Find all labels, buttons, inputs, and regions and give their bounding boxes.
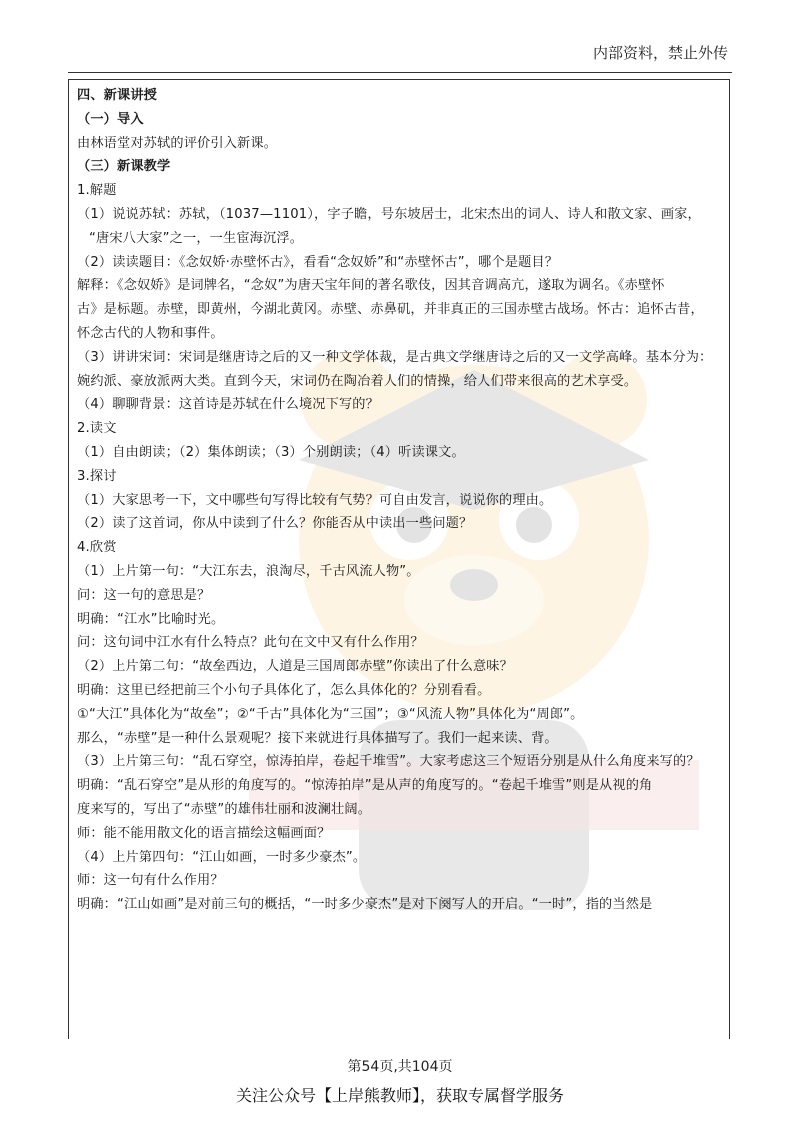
lesson-content-box bbox=[68, 79, 730, 1039]
text-line: （1）大家思考一下，文中哪些句写得比较有气势？可自由发言，说说你的理由。 bbox=[77, 492, 553, 508]
section-heading: 四、新课讲授 bbox=[77, 88, 158, 103]
text-line: （1）说说苏轼：苏轼，（1037—1101），字子瞻，号东坡居士，北宋杰出的词人、诗人和散文家、画家， bbox=[77, 206, 701, 222]
text-line: （2）读了这首词，你从中读到了什么？你能否从中读出一些问题？ bbox=[77, 516, 473, 532]
text-line: （2）读读题目：《念奴娇·赤壁怀古》，看看“念奴娇”和“赤壁怀古”，哪个是题目？ bbox=[77, 254, 559, 270]
header-rule bbox=[68, 72, 732, 73]
text-line: 明确：“江山如画”是对前三句的概括，“一时多少豪杰”是对下阕写人的开启。“一时”，指的当然是 bbox=[77, 897, 653, 913]
lesson-text bbox=[69, 80, 729, 917]
text-line: 由林语堂对苏轼的评价引入新课。 bbox=[77, 135, 278, 151]
text-line: 婉约派、豪放派两大类。直到今天，宋词仍在陶冶着人们的情操，给人们带来很高的艺术享受。 bbox=[77, 373, 638, 389]
text-line: （3）上片第三句：“乱石穿空，惊涛拍岸，卷起千堆雪”。大家考虑这三个短语分别是从什么角度来写的？ bbox=[77, 754, 700, 770]
text-line: 问：这句词中江水有什么特点？此句在文中又有什么作用？ bbox=[77, 635, 424, 651]
promo-text: 关注公众号【上岸熊教师】，获取专属督学服务 bbox=[235, 1086, 564, 1105]
text-line: （2）上片第二句：“故垒西边，人道是三国周郎赤壁”你读出了什么意味？ bbox=[77, 659, 513, 675]
text-line: （1）上片第一句：“大江东去，浪淘尽，千古风流人物”。 bbox=[77, 563, 420, 579]
subsection-heading: （一）导入 bbox=[77, 111, 144, 127]
subsection-heading: （三）新课教学 bbox=[77, 159, 171, 175]
text-line: 2.读文 bbox=[77, 421, 117, 437]
text-line: “唐宋八大家”之一，一生宦海沉浮。 bbox=[89, 230, 304, 246]
text-line: 古》是标题。赤壁，即黄州，今湖北黄冈。赤壁、赤鼻矶，并非真正的三国赤壁古战场。怀古：追怀古昔， bbox=[77, 302, 704, 318]
text-line: 明确：“乱石穿空”是从形的角度写的。“惊涛拍岸”是从声的角度写的。“卷起千堆雪”则是从视的角 bbox=[77, 778, 653, 794]
text-line: （4）上片第四句：“江山如画，一时多少豪杰”。 bbox=[77, 849, 367, 865]
text-line: ①“大江”具体化为“故垒”；②“千古”具体化为“三国”；③“风流人物”具体化为“周郎”。 bbox=[77, 706, 584, 722]
header-note: 内部资料，禁止外传 bbox=[592, 44, 728, 62]
text-line: 问：这一句的意思是？ bbox=[77, 587, 211, 603]
text-line: （3）讲讲宋词：宋词是继唐诗之后的又一种文学体裁，是古典文学继唐诗之后的又一文学高峰。基本分为： bbox=[77, 349, 713, 365]
text-line: 师：这一句有什么作用？ bbox=[77, 873, 224, 889]
page-number: 第54页,共104页 bbox=[347, 1059, 453, 1075]
text-line: 怀念古代的人物和事件。 bbox=[77, 325, 224, 341]
text-line: 明确：“江水”比喻时光。 bbox=[77, 611, 225, 627]
text-line: 3.探讨 bbox=[77, 468, 117, 484]
text-line: 1.解题 bbox=[77, 183, 117, 199]
text-line: 度来写的，写出了“赤壁”的雄伟壮丽和波澜壮阔。 bbox=[77, 801, 372, 817]
text-line: 那么，“赤壁”是一种什么景观呢？接下来就进行具体描写了。我们一起来读、背。 bbox=[77, 730, 558, 746]
text-line: 师：能不能用散文化的语言描绘这幅画面？ bbox=[77, 825, 331, 841]
text-line: （1）自由朗读；（2）集体朗读；（3）个别朗读；（4）听读课文。 bbox=[77, 444, 465, 460]
text-line: 4.欣赏 bbox=[77, 540, 117, 556]
text-line: 明确：这里已经把前三个小句子具体化了，怎么具体化的？分别看看。 bbox=[77, 682, 491, 698]
text-line: 解释：《念奴娇》是词牌名，“念奴”为唐天宝年间的著名歌伎，因其音调高亢，遂取为调名。《赤壁怀 bbox=[77, 278, 665, 294]
text-line: （4）聊聊背景：这首诗是苏轼在什么境况下写的？ bbox=[77, 397, 379, 413]
